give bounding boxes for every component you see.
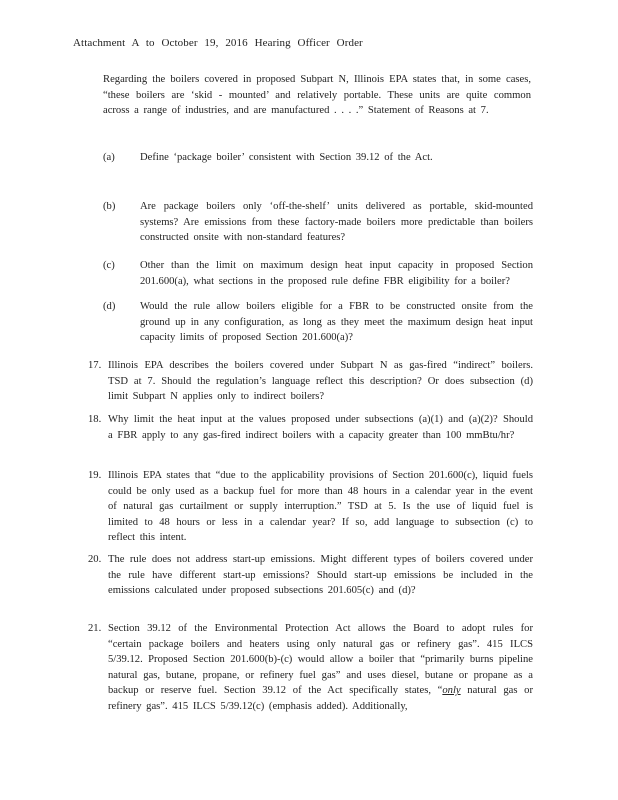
item-label: (b): [103, 201, 116, 212]
question-number: 20.: [88, 554, 102, 565]
question-number: 19.: [88, 470, 102, 481]
item-label: (c): [103, 260, 115, 271]
question-item-a: [103, 150, 533, 166]
item-text: Define ‘package boiler’ consistent with Section 39.12 of the Act.: [140, 152, 433, 163]
question-number: 18.: [88, 414, 102, 425]
item-label: (d): [103, 301, 116, 312]
question-text-after: natural gas or refinery gas”. 415 ILCS 5/39.12(c) (emphasis added). Additionally,: [108, 685, 533, 712]
question-item-c: [103, 258, 533, 289]
item-text: Would the rule allow boilers eligible for a FBR to be constructed onsite from the ground up in any configuration, as long as they meet the maximum design heat input capacity limits of proposed Section 201.600(a)?: [140, 301, 533, 344]
question-text: Illinois EPA describes the boilers covered under Subpart N as gas-fired “indirect” boilers. TSD at 7. Should the regulation’s language reflect this description? Or does subsection (d) limit Subpart N applies only to indirect boilers?: [108, 360, 533, 403]
item-text: Other than the limit on maximum design heat input capacity in proposed Section 201.600(a), what sections in the proposed rule define FBR eligibility for a boiler?: [140, 260, 533, 287]
question-number: 17.: [88, 360, 102, 371]
question-number: 21.: [88, 623, 102, 634]
document-header: Attachment A to October 19, 2016 Hearing Officer Order: [73, 37, 363, 49]
question-21: [88, 621, 533, 715]
question-text: Illinois EPA states that “due to the applicability provisions of Section 201.600(c), liquid fuels could be only used as a backup fuel for more than 48 hours in a calendar year in the event of natural gas curtailment or supply interruption.” TSD at 5. Is the use of liquid fuel is limited to 48 hours or less in a calendar year? If so, add language to subsection (c) to reflect this intent.: [108, 470, 533, 544]
question-item-d: [103, 299, 533, 346]
question-text: Why limit the heat input at the values proposed under subsections (a)(1) and (a)(2)? Should a FBR apply to any gas-fired indirect boilers with a capacity greater than 100 mmBtu/hr?: [108, 414, 533, 441]
question-text-before: Section 39.12 of the Environmental Protection Act allows the Board to adopt rules for “certain package boilers and heaters using only natural gas or refinery gas”. 415 ILCS 5/39.12. Proposed Section 201.600(b)-(c) would allow a boiler that “primarily burns pipeline natural gas, butane, propane, or refinery fuel gas” and uses diesel, butane or propane as a backup or reserve fuel. Section 39.12 of the Act specifically states, “: [108, 623, 533, 697]
question-17: [88, 358, 533, 405]
intro-paragraph: Regarding the boilers covered in proposed Subpart N, Illinois EPA states that, in some cases, “these boilers are ‘skid - mounted’ and relatively portable. These units are quite common across a range of industries, and are manufactured . . . .” Statement of Reasons at 7.: [103, 74, 531, 117]
question-18: [88, 412, 533, 443]
question-text: [108, 621, 533, 715]
question-item-b: [103, 199, 533, 246]
question-text: The rule does not address start-up emissions. Might different types of boilers covered under the rule have different start-up emissions? Should start-up emissions be included in the emissions calculated under proposed subsections 201.605(c) and (d)?: [108, 554, 533, 597]
emphasized-word: only: [442, 685, 461, 697]
question-20: [88, 552, 533, 599]
item-label: (a): [103, 152, 115, 163]
item-text: Are package boilers only ‘off-the-shelf’ units delivered as portable, skid-mounted systems? Are emissions from these factory-made boilers more predictable than boilers constructed onsite with non-standard features?: [140, 201, 533, 244]
question-19: [88, 468, 533, 546]
